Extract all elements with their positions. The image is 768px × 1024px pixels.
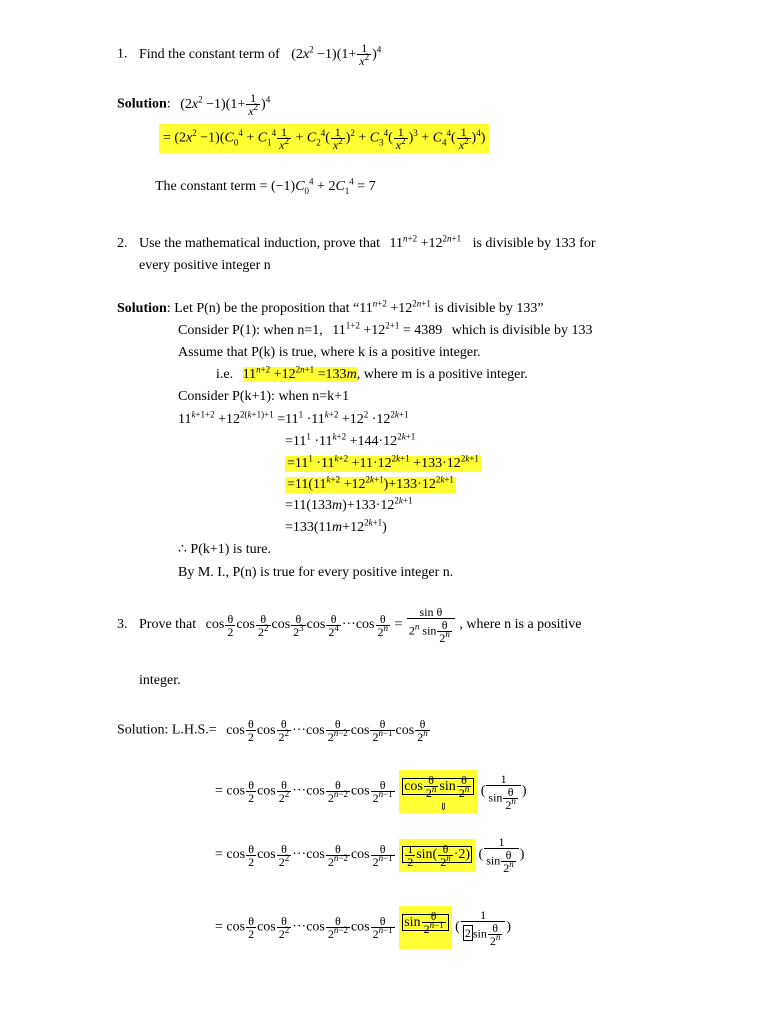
- consider-p1: [178, 320, 593, 338]
- solution-1-header: Solution: $(2x^2 -1)(1+$ $\frac{1}{x^2}$ )$^4$: [117, 91, 271, 118]
- question-1: [117, 42, 381, 67]
- highlight-block: $\frac{1}{2}$ sin( $\frac{\theta}{2^n}$ ·2): [399, 839, 475, 872]
- solution-text: Consider P(1): when n=1,: [178, 323, 323, 338]
- derivation-line-4: $=11(11^{k+2} +12^{2k+1})+133\cdot 12^{2k+1}$: [287, 474, 454, 492]
- question-3-cont: integer.: [139, 673, 181, 688]
- question-number: 3.: [117, 617, 128, 633]
- question-2: [117, 233, 596, 251]
- consider-pk1: Consider P(k+1): when n=k+1: [178, 389, 350, 404]
- solution-text: : Let P(n) be the proposition that “: [166, 301, 360, 316]
- question-text: Use the mathematical induction, prove that: [139, 236, 381, 251]
- math-expression: $(2x^2 -1)(1+$ $\frac{1}{x^2}$ )$^4$: [291, 41, 382, 68]
- question-text: , where n is a positive: [459, 617, 582, 633]
- question-number: 1.: [117, 46, 128, 62]
- derivation-line-6: $=133(11m+12^{2k+1})$: [285, 517, 387, 535]
- therefore-line: ∴ P(k+1) is ture.: [178, 542, 272, 557]
- question-3: [117, 606, 582, 644]
- highlight-block: cos $\frac{\theta}{2^n}$ sin $\frac{\theta}{2^n}$ ⇓: [399, 770, 477, 813]
- solution-label: Solution: [117, 96, 167, 112]
- solution-3-step-2: = cos $\frac{\theta}{2}$ cos $\frac{\theta}{2^2}$ ···cos $\frac{\theta}{2^{n-2}}$ cos $\frac{\theta}{2^{n-1}}$ $\frac{1}{2}$ sin( $\frac{\theta}{2^n}$ ·2) ( 1 sin $\frac{\theta}{2^n}$ ): [215, 835, 525, 875]
- constant-term-line: [155, 176, 376, 196]
- derivation-line-3: $=11^1 \cdot 11^{k+2} +11\cdot 12^{2k+1} +133\cdot 12^{2k+1}$: [287, 453, 479, 471]
- assumption-ie: [216, 364, 528, 382]
- solution-3-step-1: = cos $\frac{\theta}{2}$ cos $\frac{\theta}{2^2}$ ···cos $\frac{\theta}{2^{n-2}}$ cos $\frac{\theta}{2^{n-1}}$ cos $\frac{\theta}{2^n}$ sin $\frac{\theta}{2^n}$ ⇓ ( 1 sin $\frac{\theta}{2^n}$ ): [215, 771, 527, 813]
- math-expression: cos $\frac{\theta}{2}$ cos $\frac{\theta}{2^2}$ ···cos $\frac{\theta}{2^{n-2}}$ cos $\frac{\theta}{2^{n-1}}$ cos $\frac{\theta}{2^n}$: [226, 717, 428, 744]
- question-number: 2.: [117, 236, 128, 251]
- derivation-line-2: $=11^1 \cdot 11^{k+2} +144\cdot 12^{2k+1}$: [285, 431, 416, 449]
- question-2-cont: every positive integer n: [139, 258, 271, 273]
- p1-value: = 4389: [402, 323, 443, 338]
- constant-term-label: The constant term: [155, 179, 257, 194]
- question-text: Prove that: [139, 617, 197, 633]
- math-expression: $11^{n+2} +12^{2n+1}$: [359, 298, 431, 316]
- math-expression: $(2x^2 -1)(1+$ $\frac{1}{x^2}$ )$^4$: [180, 91, 271, 118]
- derivation-line-1: $11^{k+1+2} +12^{2(k+1)+1} =11^1 \cdot 11^{k+2} +12^2 \cdot 12^{2k+1}$: [178, 409, 409, 427]
- solution-text: , where m is a positive integer.: [356, 367, 528, 382]
- solution-text: i.e.: [216, 367, 234, 382]
- solution-text: is divisible by 133”: [430, 301, 544, 316]
- question-text: Find the constant term of: [139, 46, 280, 62]
- question-text: is divisible by 133 for: [472, 236, 596, 251]
- binomial-expansion: = $(2x^2 -1)(C_0^4 + C_1^4$ $\frac{1}{x^2}$ + $C_2^4$( $\frac{1}{x^2}$ )$^2 + C_3^4$( $\frac{1}{x^2}$ )$^3 + C_4^4$( $\frac{1}{x^2}$ )$^4$): [159, 124, 489, 153]
- solution-3-lhs: [117, 718, 431, 743]
- math-expression: $11^{1+2} +12^{2+1} = 4389$: [332, 320, 443, 338]
- solution-label: Solution: [117, 301, 167, 316]
- highlight-block: sin $\frac{\theta}{2^{n-1}}$: [399, 906, 451, 949]
- derivation-line-5: $=11(133m)+133\cdot 12^{2k+1}$: [285, 495, 413, 513]
- math-expression: cos $\frac{\theta}{2}$ cos $\frac{\theta}{2^2}$ cos $\frac{\theta}{2^3}$ cos $\frac{\theta}{2^4}$ ···cos $\frac{\theta}{2^n}$ = sin θ 2$^n$ sin $\frac{\theta}{2^n}$: [206, 617, 456, 632]
- conclusion-line: By M. I., P(n) is true for every positive integer n.: [178, 565, 454, 580]
- solution-2-intro: [117, 298, 544, 316]
- math-expression: $11^{n+2} +12^{2n+1}$: [389, 233, 462, 251]
- math-expression: = $(-1)C_0^4 + 2C_1^4 = 7$: [259, 176, 376, 196]
- solution-text: which is divisible by 133: [451, 323, 593, 338]
- math-expression: $11^{n+2} +12^{2n+1} =133m$: [242, 364, 357, 382]
- assume-pk: Assume that P(k) is true, where k is a positive integer.: [178, 345, 481, 360]
- solution-3-step-3: = cos $\frac{\theta}{2}$ cos $\frac{\theta}{2^2}$ ···cos $\frac{\theta}{2^{n-2}}$ cos $\frac{\theta}{2^{n-1}}$ sin $\frac{\theta}{2^{n-1}}$ ( 1 2 sin $\frac{\theta}{2^n}$ ): [215, 907, 511, 948]
- solution-label: Solution: L.H.S.=: [117, 722, 217, 738]
